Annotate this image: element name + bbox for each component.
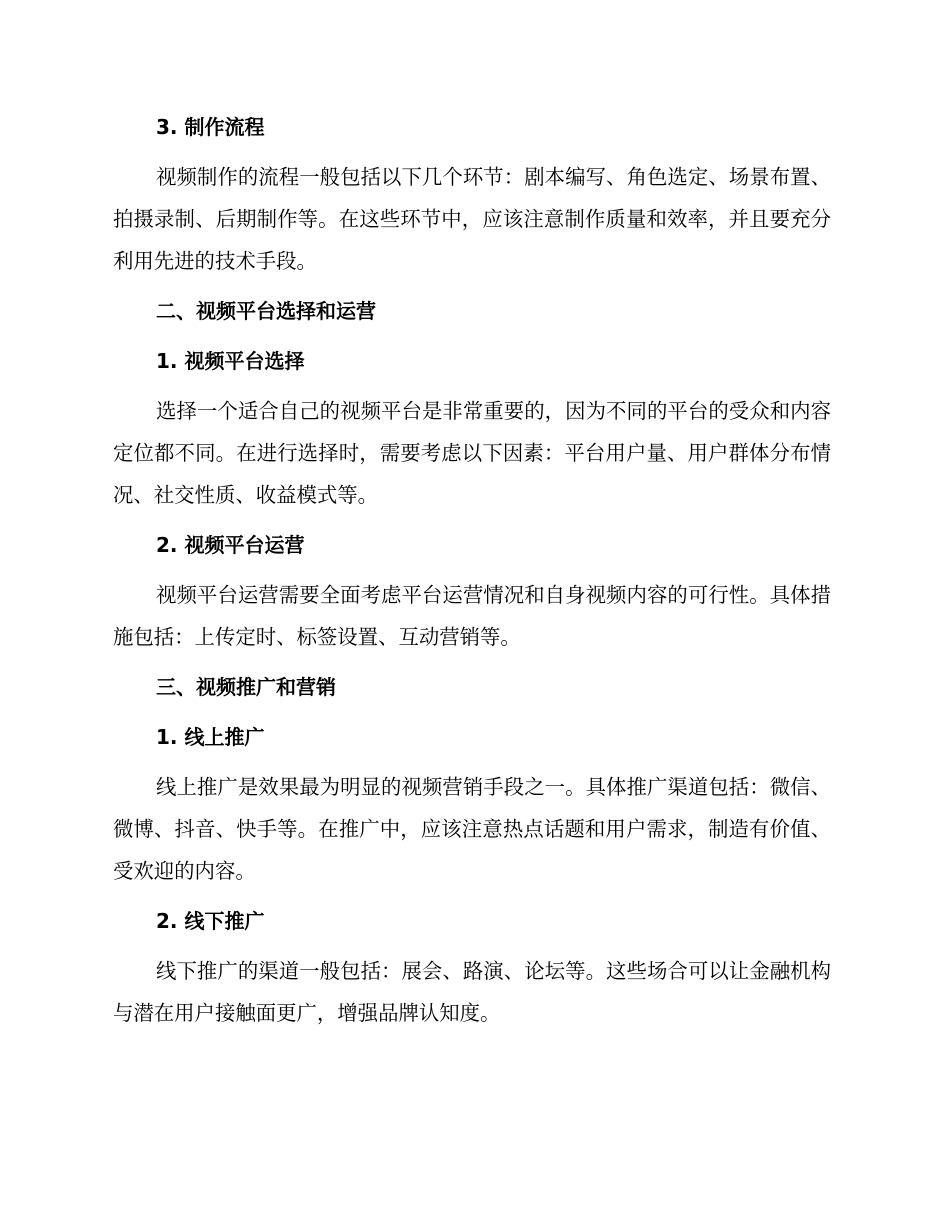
paragraph-online-promotion: 线上推广是效果最为明显的视频营销手段之一。具体推广渠道包括：微信、微博、抖音、快手等。在推广中，应该注意热点话题和用户需求，制造有价值、受欢迎的内容。 (113, 775, 831, 883)
paragraph-platform-operation: 视频平台运营需要全面考虑平台运营情况和自身视频内容的可行性。具体措施包括：上传定时、标签设置、互动营销等。 (113, 583, 831, 649)
document-body (113, 106, 831, 1042)
section-heading-platform-operation: 2. 视频平台运营 (156, 533, 305, 557)
paragraph-platform-selection: 选择一个适合自己的视频平台是非常重要的，因为不同的平台的受众和内容定位都不同。在进行选择时，需要考虑以下因素：平台用户量、用户群体分布情况、社交性质、收益模式等。 (113, 399, 831, 507)
section-heading-production-process: 3. 制作流程 (156, 115, 265, 139)
section-heading-online-promotion: 1. 线上推广 (156, 725, 265, 749)
section-heading-offline-promotion: 2. 线下推广 (156, 909, 265, 933)
chapter-heading-platform-selection-operation: 二、视频平台选择和运营 (156, 299, 376, 323)
chapter-heading-promotion-marketing: 三、视频推广和营销 (156, 675, 336, 699)
paragraph-production-process: 视频制作的流程一般包括以下几个环节：剧本编写、角色选定、场景布置、拍摄录制、后期制作等。在这些环节中，应该注意制作质量和效率，并且要充分利用先进的技术手段。 (113, 165, 831, 273)
paragraph-offline-promotion: 线下推广的渠道一般包括：展会、路演、论坛等。这些场合可以让金融机构与潜在用户接触面更广，增强品牌认知度。 (113, 959, 831, 1025)
section-heading-platform-selection: 1. 视频平台选择 (156, 349, 305, 373)
